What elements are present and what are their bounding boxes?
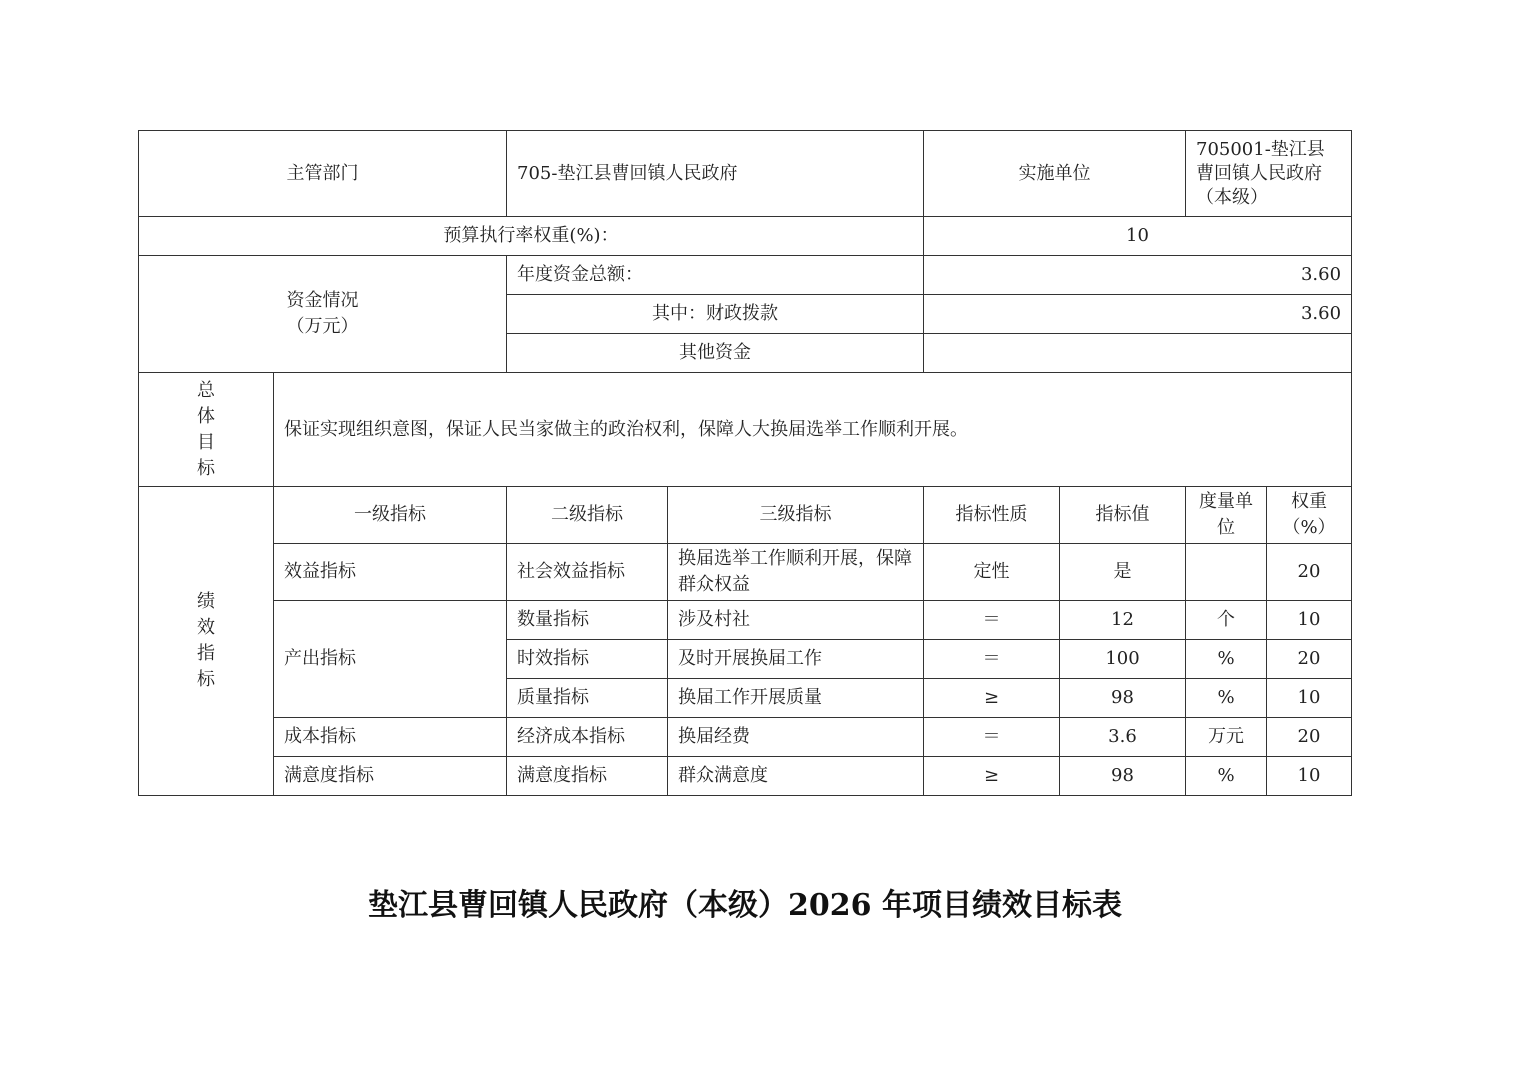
row-level2: 时效指标 [507,640,668,679]
performance-table [138,130,1352,796]
funds-fiscal-label: 其中：财政拨款 [507,295,924,334]
row-nature: 定性 [924,544,1060,601]
funds-label-line1: 资金情况 [286,290,359,311]
row-unit: % [1186,640,1267,679]
row-level2: 经济成本指标 [507,718,668,757]
unit-value: 705001-垫江县曹回镇人民政府（本级） [1186,131,1352,217]
row-nature: ＝ [924,601,1060,640]
funds-total-label: 年度资金总额： [507,256,924,295]
row-unit: 个 [1186,601,1267,640]
row-level2: 质量指标 [507,679,668,718]
row-unit: 万元 [1186,718,1267,757]
row-level3: 换届工作开展质量 [668,679,924,718]
funds-total-value: 3.60 [924,256,1352,295]
row-weight: 20 [1267,640,1352,679]
goal-label [139,373,274,487]
row-level3: 及时开展换届工作 [668,640,924,679]
goal-label-char: 标 [197,457,215,479]
indicator-label-char: 标 [197,669,215,690]
col-header-unit-line2: 位 [1217,517,1235,538]
goal-label-char: 总 [197,379,215,401]
row-value: 98 [1060,679,1186,718]
table-row [139,544,1352,601]
col-header-nature: 指标性质 [924,487,1060,544]
row-level2: 社会效益指标 [507,544,668,601]
col-header-unit [1186,487,1267,544]
row-level2: 数量指标 [507,601,668,640]
row-nature: ＝ [924,640,1060,679]
funds-total-row [139,256,1352,295]
row-unit: % [1186,757,1267,796]
col-header-value: 指标值 [1060,487,1186,544]
funds-other-label: 其他资金 [507,334,924,373]
row-level1: 效益指标 [274,544,507,601]
row-value: 100 [1060,640,1186,679]
indicator-header-row [139,487,1352,544]
row-level3: 群众满意度 [668,757,924,796]
budget-weight-label: 预算执行率权重(%)： [139,217,924,256]
row-level1: 满意度指标 [274,757,507,796]
col-header-level1: 一级指标 [274,487,507,544]
row-nature: ＝ [924,718,1060,757]
row-weight: 10 [1267,679,1352,718]
page-title: 垫江县曹回镇人民政府（本级）2026 年项目绩效目标表 [368,888,1122,923]
indicator-label-char: 效 [197,617,215,638]
row-level3: 涉及村社 [668,601,924,640]
row-level1: 产出指标 [274,601,507,718]
row-weight: 20 [1267,544,1352,601]
row-unit: % [1186,679,1267,718]
col-header-weight [1267,487,1352,544]
row-level2: 满意度指标 [507,757,668,796]
row-level3: 换届经费 [668,718,924,757]
row-value: 98 [1060,757,1186,796]
row-weight: 20 [1267,718,1352,757]
goal-label-char: 目 [197,431,215,453]
goal-row [139,373,1352,487]
row-unit [1186,544,1267,601]
funds-fiscal-value: 3.60 [924,295,1352,334]
col-header-unit-line1: 度量单 [1199,491,1253,512]
unit-label: 实施单位 [924,131,1186,217]
row-weight: 10 [1267,601,1352,640]
col-header-level3: 三级指标 [668,487,924,544]
goal-text: 保证实现组织意图，保证人民当家做主的政治权利，保障人大换届选举工作顺利开展。 [274,373,1352,487]
dept-value: 705-垫江县曹回镇人民政府 [507,131,924,217]
header-row [139,131,1352,217]
col-header-weight-line2: （%） [1282,517,1336,538]
col-header-weight-line1: 权重 [1291,491,1327,512]
row-value: 是 [1060,544,1186,601]
col-header-level2: 二级指标 [507,487,668,544]
indicator-label-char: 绩 [197,591,215,612]
funds-other-value [924,334,1352,373]
row-nature: ≥ [924,679,1060,718]
row-weight: 10 [1267,757,1352,796]
goal-label-char: 体 [197,405,215,427]
table-row [139,718,1352,757]
row-value: 12 [1060,601,1186,640]
indicator-label-char: 指 [197,643,215,664]
dept-label: 主管部门 [139,131,507,217]
row-nature: ≥ [924,757,1060,796]
budget-weight-value: 10 [924,217,1352,256]
indicator-section-label [139,487,274,796]
table-row [139,757,1352,796]
funds-label-line2: （万元） [286,316,359,337]
table-row [139,601,1352,640]
funds-label [139,256,507,373]
row-value: 3.6 [1060,718,1186,757]
row-level3: 换届选举工作顺利开展，保障群众权益 [668,544,924,601]
row-level1: 成本指标 [274,718,507,757]
budget-weight-row [139,217,1352,256]
